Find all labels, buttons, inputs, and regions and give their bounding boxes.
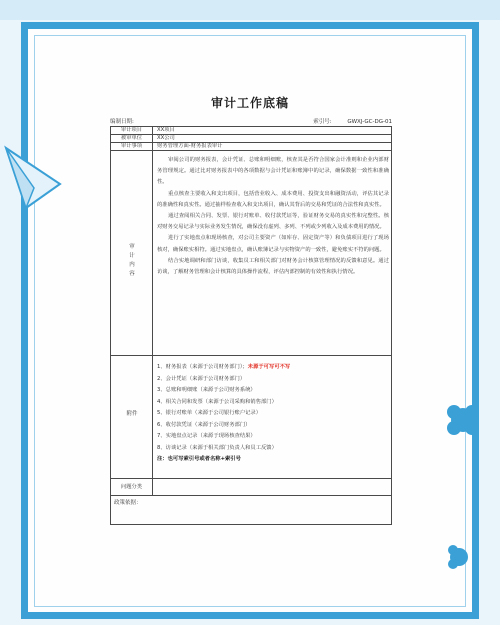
decorative-top-band [0,0,500,20]
policy-label: 政策依据： [114,500,142,506]
flower-bubble-icon [446,400,480,440]
content-paragraph: 结合实地调研和部门访谈，收集员工和相关部门对财务会计核算管理情况的反馈和意见。通过访谈，了解财务管理和会计核算的具体操作流程，评估内部控制的有效性和执行情况。 [157,257,389,276]
prepared-date-label: 编制日期: [110,119,134,125]
list-item: 1、财务报表（来源于公司财务部门）；未源于可写可不写 [157,364,291,370]
audit-content-text [157,155,389,278]
note-red-text: 未源于可写可不写 [247,364,291,370]
row-audit-content [111,151,391,356]
row-audit-item [111,127,391,135]
attachments-label: 附件 [126,411,138,417]
row-audit-matter [111,143,391,151]
issue-value [153,479,391,495]
audit-worksheet-table [110,126,392,525]
list-item: 5、银行对账单（来源于公司银行账户记录） [157,410,262,416]
audit-matter-value: 财务管理方面-财务报表审计 [157,143,223,149]
list-item: 3、总账和明细账（来源于公司财务系统） [157,387,256,393]
list-item: 2、会计凭证（来源于公司财务部门） [157,375,246,382]
row-policy-basis [111,496,391,524]
list-item: 6、收付款凭证（来源于公司财务部门） [157,421,251,428]
row-audited-unit [111,135,391,143]
content-paragraph: 进行了实地盘点和现场核查，对公司主要资产（如库存、固定资产等）和负债项目进行了现场核对，确保账实相符。通过实地盘点，确认账簿记录与实物资产的一致性，避免账实不符的问题。 [157,235,389,253]
audit-content-label: 审 计 内 容 [129,244,135,277]
list-item: 7、实地盘点记录（来源于现场核查结果） [157,433,256,439]
content-paragraph: 通过查阅相关合同、发票、银行对账单、收付款凭证等，验证财务交易的真实性和完整性。核对财务交易记录与实际业务发生情况，确保没有虚列、多列、不列或少列收入及成本费用的情况。 [157,213,389,231]
attachments-list [157,362,389,466]
small-bubble-icon [448,543,470,571]
audit-matter-label: 审计事项 [111,143,153,150]
list-item: 4、相关合同和发票（来源于公司采购和销售部门） [157,398,277,405]
document-title: 审计工作底稿 [210,96,289,110]
audited-unit-value: XX公司 [157,135,175,141]
index-field [313,117,392,125]
audit-item-label: 审计项目 [111,127,153,134]
index-value: GWXJ-GC-DG-01 [347,119,392,125]
audit-content-label-cell [111,151,153,355]
list-item: 8、访谈记录（来源于相关部门负责人和员工反馈） [157,444,277,451]
index-label: 索引号: [313,119,332,125]
issue-label: 问题分类 [111,479,153,495]
content-paragraph: 重点核查主要收入和支出项目，包括营业收入、成本费用、投资支出和融资活动，评估其记录的准确性和真实性。通过抽样检查收入和支出项目，确认其背后的交易和凭证的合法性和真实性。 [157,190,389,208]
row-attachments [111,356,391,479]
audited-unit-label: 被审单位 [111,135,153,142]
content-paragraph: 审阅公司的财务报表，会计凭证、总账和明细账，核查其是否符合国家会计准则和企业内部财务管理规定。通过比对财务报表中的各项数据与会计凭证和账簿中的记录，确保数据一致性和准确性。 [157,157,389,186]
audit-item-value: XX项目 [157,127,175,133]
attachments-label-cell [111,356,153,478]
paper-plane-icon [4,144,64,224]
attachments-note: 注：也可写索引号或者名称+索引号 [157,456,241,462]
row-issue-classification [111,479,391,496]
